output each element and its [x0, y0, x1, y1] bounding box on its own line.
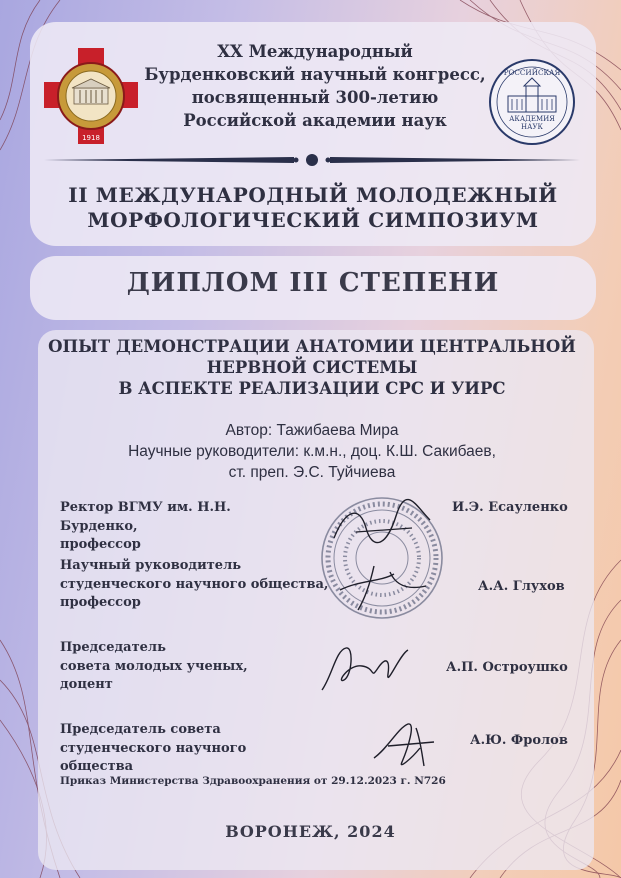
signatory-name-rector: И.Э. Есауленко [452, 500, 568, 515]
title-line: Председатель совета [60, 722, 221, 737]
title-line: Научный руководитель [60, 558, 242, 573]
title-line: профессор [60, 595, 141, 610]
signatory-title-sno-head [60, 557, 328, 613]
signature-ostroushko-icon [318, 640, 414, 696]
signatory-name-young-scientists: А.П. Остроушко [446, 660, 568, 675]
work-title [44, 336, 580, 399]
signatory-title-young-scientists [60, 639, 248, 695]
university-emblem-icon [44, 46, 138, 146]
signature-glukhov-icon [334, 560, 434, 612]
congress-line: Бурденковский научный конгресс, [144, 65, 486, 84]
title-line: студенческого научного [60, 740, 247, 756]
academy-logo-icon [488, 58, 576, 146]
title-line: доцент [60, 677, 113, 692]
congress-line: Российской академии наук [183, 111, 447, 130]
congress-line: посвященный 300-летию [191, 88, 439, 107]
congress-heading [140, 40, 490, 132]
supervisors-line: Научные руководители: к.м.н., доц. К.Ш. Сакибаев, [128, 443, 496, 460]
academy-logo-bottom-1: АКАДЕМИЯ [509, 115, 555, 123]
signatory-title-student-society [60, 721, 246, 777]
title-line: студенческого научного общества, [60, 576, 329, 592]
ministry-order-note: Приказ Министерства Здравоохранения от 29.12.2023 г. N726 [60, 775, 446, 787]
diploma-degree: ДИПЛОМ III СТЕПЕНИ [126, 268, 500, 298]
author-line: Автор: Тажибаева Мира [225, 422, 399, 439]
work-title-line: НЕРВНОЙ СИСТЕМЫ [206, 358, 418, 377]
congress-line: XX Международный [217, 42, 413, 61]
signature-frolov-icon [368, 718, 444, 774]
title-line: Ректор ВГМУ им. Н.Н. [60, 500, 231, 515]
supervisors-line: ст. преп. Э.С. Туйчиева [228, 464, 396, 481]
signatory-name-student-society: А.Ю. Фролов [470, 733, 568, 748]
emblem-year: 1918 [82, 134, 100, 142]
symposium-title [40, 183, 586, 233]
city-year: ВОРОНЕЖ, 2024 [225, 822, 396, 841]
signature-rector-icon [326, 498, 438, 554]
work-title-line: ОПЫТ ДЕМОНСТРАЦИИ АНАТОМИИ ЦЕНТРАЛЬНОЙ [48, 337, 576, 356]
signatory-title-rector [60, 499, 231, 555]
ornamental-divider [44, 150, 580, 170]
symposium-line: МОРФОЛОГИЧЕСКИЙ СИМПОЗИУМ [87, 208, 539, 232]
title-line: Председатель [60, 640, 166, 655]
title-line: общества [60, 759, 134, 774]
signatory-name-sno-head: А.А. Глухов [478, 579, 565, 594]
work-title-line: В АСПЕКТЕ РЕАЛИЗАЦИИ СРС И УИРС [118, 379, 506, 398]
academy-logo-top: РОССИЙСКАЯ [503, 68, 561, 77]
title-line: Бурденко, [60, 518, 138, 534]
symposium-line: II МЕЖДУНАРОДНЫЙ МОЛОДЕЖНЫЙ [68, 183, 558, 207]
title-line: профессор [60, 537, 141, 552]
academy-logo-bottom-2: НАУК [521, 123, 543, 131]
title-line: совета молодых ученых, [60, 658, 248, 674]
authors-block [44, 420, 580, 483]
